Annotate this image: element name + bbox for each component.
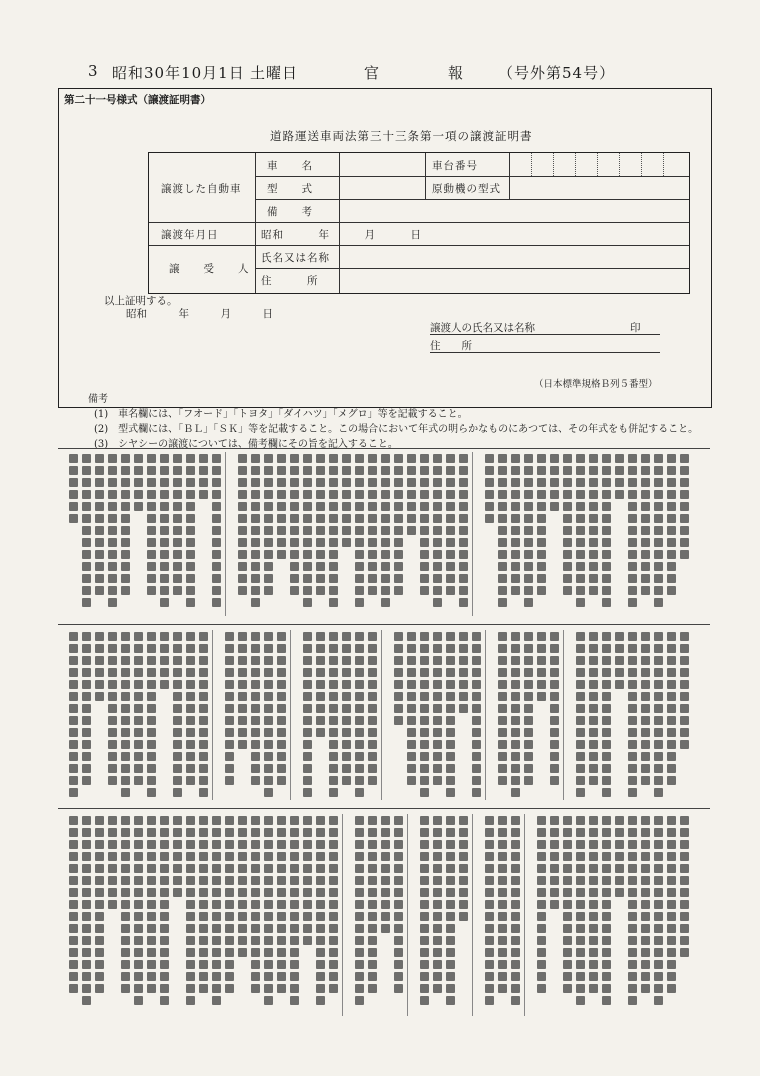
transferor-address: 住 所 [430, 340, 472, 352]
text-column [550, 816, 559, 912]
text-column [82, 632, 91, 788]
text-column [108, 816, 117, 912]
notes-title: 備考 [88, 394, 108, 405]
text-column [355, 632, 364, 800]
text-column [69, 454, 78, 526]
text-column [394, 632, 403, 728]
text-column [407, 454, 416, 538]
column-divider [290, 630, 291, 800]
text-column [641, 454, 650, 598]
note-item-1: (1) 車名欄には、「フオード」「トヨタ」「ダイハツ」「メグロ」等を記載すること。 [94, 409, 468, 420]
certify-date: 昭和 年 月 日 [126, 308, 273, 320]
text-column [69, 816, 78, 996]
text-column [667, 454, 676, 598]
text-column [277, 632, 286, 788]
text-column [524, 454, 533, 610]
text-column [498, 816, 507, 996]
text-column [108, 632, 117, 788]
text-column [238, 454, 247, 598]
form-label: 第二十一号様式（譲渡証明書） [64, 94, 211, 106]
text-column [589, 454, 598, 598]
text-column [654, 454, 663, 610]
text-column [628, 632, 637, 800]
text-column [199, 816, 208, 996]
text-column [641, 816, 650, 996]
column-divider [212, 630, 213, 800]
engine-type-label: 原動機の型式 [432, 183, 501, 195]
text-column [420, 816, 429, 1008]
text-column [290, 454, 299, 598]
column-divider [225, 452, 226, 616]
text-column [446, 632, 455, 800]
text-column [251, 454, 260, 610]
text-column [82, 816, 91, 1008]
text-column [303, 632, 312, 800]
text-column [368, 632, 377, 788]
text-column [459, 816, 468, 924]
text-column [186, 816, 195, 1008]
text-column [277, 454, 286, 562]
text-column [316, 816, 325, 1008]
column-divider [342, 814, 343, 1016]
notes-block [88, 392, 698, 452]
text-column [212, 816, 221, 1008]
text-column [433, 816, 442, 996]
text-column [134, 454, 143, 514]
text-column [550, 454, 559, 514]
vehicle-remarks-label: 備 考 [267, 206, 313, 218]
text-column [147, 816, 156, 996]
text-column [394, 816, 403, 996]
transfer-date-value: 昭和 年 月 日 [261, 229, 422, 241]
text-column [225, 816, 234, 996]
seal-mark: 印 [630, 322, 641, 334]
text-column [576, 632, 585, 800]
text-column [160, 816, 169, 1008]
text-column [680, 816, 689, 960]
vehicle-type-label: 型 式 [267, 183, 313, 195]
text-column [472, 632, 481, 800]
text-column [186, 454, 195, 610]
text-column [459, 632, 468, 716]
gazette-title-1: 官 [364, 64, 381, 82]
text-column [615, 632, 624, 692]
column-divider [524, 814, 525, 1016]
text-column [550, 632, 559, 788]
text-column [108, 454, 117, 610]
text-column [394, 454, 403, 598]
text-column [446, 454, 455, 598]
text-column [264, 454, 273, 598]
vehicle-group-label: 譲渡した自動車 [161, 183, 242, 195]
text-column [160, 632, 169, 692]
text-column [277, 816, 286, 996]
text-column [316, 632, 325, 740]
upper-section-rule [58, 448, 710, 449]
column-divider [563, 630, 564, 800]
text-column [264, 816, 273, 1008]
text-column [355, 454, 364, 610]
transfer-date-label: 譲渡年月日 [161, 229, 219, 241]
text-column [95, 816, 104, 996]
transferor-label: 譲渡人の氏名又は名称 [430, 322, 535, 334]
text-column [420, 454, 429, 598]
text-column [628, 454, 637, 610]
text-column [355, 816, 364, 1008]
text-column [589, 816, 598, 996]
text-column [342, 454, 351, 550]
text-column [667, 632, 676, 788]
text-column [212, 454, 221, 610]
column-divider [472, 814, 473, 1016]
text-column [134, 632, 143, 788]
text-column [381, 816, 390, 936]
text-column [654, 816, 663, 1008]
note-item-2: (2) 型式欄には、「ＢＬ」「ＳＫ」等を記載すること。この場合において年式の明らかなものにあつては、その年式をも併記すること。 [94, 424, 699, 435]
text-column [316, 454, 325, 598]
text-column [342, 632, 351, 788]
text-column [121, 632, 130, 800]
middle-section-rule [58, 624, 710, 625]
text-column [160, 454, 169, 610]
issue-weekday: 土曜日 [250, 64, 299, 82]
text-column [420, 632, 429, 800]
text-column [238, 816, 247, 960]
transferor-underline [430, 334, 660, 335]
text-column [563, 454, 572, 598]
text-column [667, 816, 676, 996]
text-column [654, 632, 663, 800]
certify-text: 以上証明する。 [104, 295, 178, 307]
text-column [537, 816, 546, 996]
text-column [368, 454, 377, 598]
text-column [563, 816, 572, 996]
text-column [407, 632, 416, 788]
text-column [680, 454, 689, 562]
text-column [641, 632, 650, 788]
text-column [628, 816, 637, 1008]
text-column [290, 816, 299, 1008]
chassis-number-label: 車台番号 [432, 160, 478, 172]
text-column [498, 632, 507, 788]
form-title: 道路運送車両法第三十三条第一項の譲渡証明書 [270, 129, 533, 143]
page-number: 3 [88, 62, 99, 80]
text-column [82, 454, 91, 610]
address-underline [430, 352, 660, 353]
note-item-3: (3) シヤシーの譲渡については、備考欄にその旨を記入すること。 [94, 439, 398, 450]
text-column [485, 816, 494, 1008]
text-column [615, 454, 624, 502]
text-column [511, 816, 520, 1008]
text-column [446, 816, 455, 1008]
text-column [459, 454, 468, 610]
column-divider [381, 630, 382, 800]
text-column [589, 632, 598, 788]
transfer-table [148, 152, 690, 294]
text-column [303, 816, 312, 948]
text-column [433, 632, 442, 788]
receiver-address-label: 住 所 [261, 275, 319, 287]
text-column [238, 632, 247, 752]
column-divider [485, 630, 486, 800]
paper-size-note: （日本標準規格Ｂ列５番型） [534, 379, 658, 390]
column-divider [472, 452, 473, 616]
gazette-title-2: 報 [448, 64, 465, 82]
issue-number: （号外第54号） [498, 64, 616, 82]
text-column [602, 632, 611, 800]
text-column [680, 632, 689, 752]
text-column [381, 454, 390, 610]
text-column [511, 454, 520, 598]
text-column [147, 454, 156, 598]
text-column [173, 454, 182, 598]
text-column [329, 454, 338, 610]
text-column [511, 632, 520, 800]
text-column [537, 632, 546, 704]
text-column [485, 454, 494, 526]
text-column [251, 816, 260, 996]
text-column [576, 454, 585, 610]
text-column [121, 454, 130, 598]
text-column [498, 454, 507, 610]
text-column [615, 816, 624, 900]
receiver-name-label: 氏名又は名称 [261, 252, 330, 264]
text-column [329, 816, 338, 996]
text-column [537, 454, 546, 598]
text-column [524, 632, 533, 788]
text-column [147, 632, 156, 800]
text-column [95, 454, 104, 598]
text-column [121, 816, 130, 996]
issue-date: 昭和30年10月1日 [112, 64, 245, 82]
text-column [186, 632, 195, 788]
text-column [329, 632, 338, 800]
text-column [69, 632, 78, 800]
text-column [303, 454, 312, 610]
text-column [251, 632, 260, 788]
text-column [602, 816, 611, 1008]
text-column [199, 632, 208, 800]
text-column [576, 816, 585, 1008]
vehicle-name-label: 車 名 [267, 160, 313, 172]
text-column [225, 632, 234, 788]
text-column [173, 632, 182, 800]
text-column [134, 816, 143, 1008]
text-column [199, 454, 208, 502]
text-column [264, 632, 273, 800]
lower-section-rule [58, 808, 710, 809]
text-column [95, 632, 104, 704]
text-column [173, 816, 182, 900]
text-column [433, 454, 442, 610]
text-column [368, 816, 377, 996]
text-column [602, 454, 611, 610]
column-divider [407, 814, 408, 1016]
receiver-label: 譲 受 人 [169, 263, 250, 275]
